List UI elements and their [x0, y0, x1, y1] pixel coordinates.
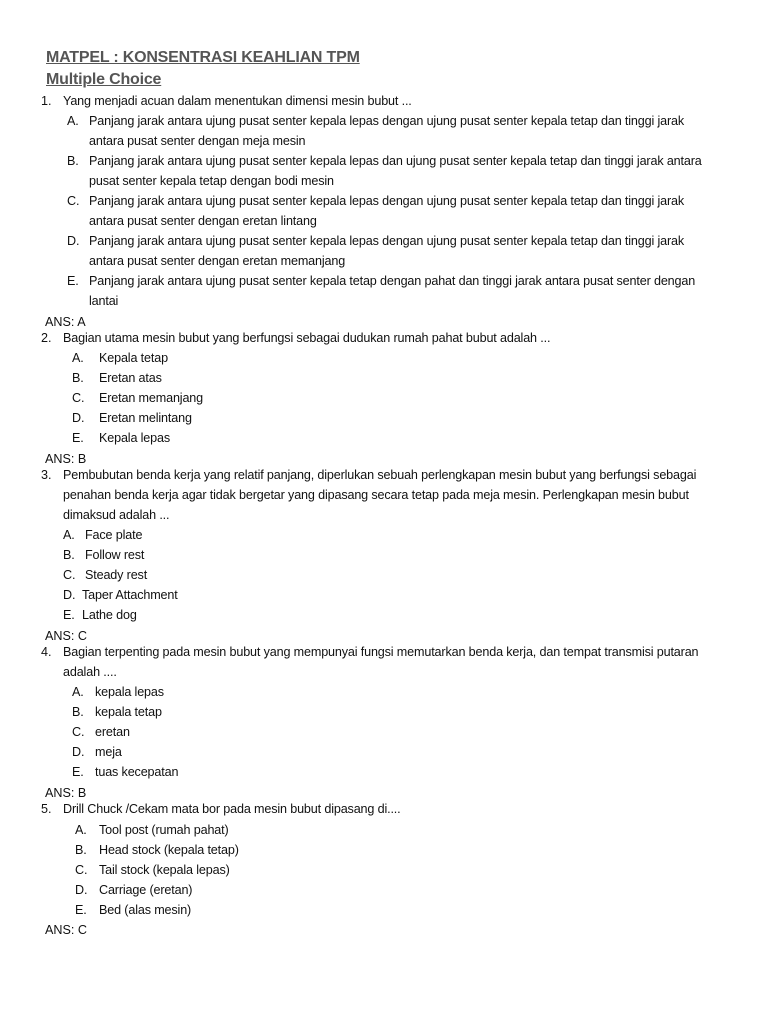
- question-text: Yang menjadi acuan dalam menentukan dimensi mesin bubut ...: [63, 94, 412, 108]
- option-text: Eretan melintang: [99, 411, 192, 425]
- option-text: Lathe dog: [82, 608, 137, 622]
- option-text: meja: [95, 745, 122, 759]
- option-letter: E.: [72, 765, 84, 779]
- option-text: Panjang jarak antara ujung pusat senter kepala lepas dan ujung pusat senter kepala tetap dan tinggi jarak antara: [89, 154, 702, 168]
- question-number: 1.: [41, 94, 52, 108]
- option-text: antara pusat senter dengan eretan lintang: [89, 214, 317, 228]
- option-text: Follow rest: [85, 548, 145, 562]
- option-letter: A.: [72, 685, 84, 699]
- option-letter: E.: [67, 274, 79, 288]
- question-text: dimaksud adalah ...: [63, 508, 170, 522]
- answer-key: ANS: C: [45, 923, 87, 937]
- question-text: Drill Chuck /Cekam mata bor pada mesin bubut dipasang di....: [63, 802, 401, 816]
- option-text: kepala lepas: [95, 685, 164, 699]
- option-letter: C.: [72, 725, 85, 739]
- option-text: lantai: [89, 294, 119, 308]
- question-text: penahan benda kerja agar tidak bergetar yang dipasang secara tetap pada meja mesin. Perlengkapan mesin bubut: [63, 488, 689, 502]
- question-text: adalah ....: [63, 665, 117, 679]
- option-text: Kepala tetap: [99, 351, 168, 365]
- option-text: Tool post (rumah pahat): [99, 823, 229, 837]
- option-text: Bed (alas mesin): [99, 903, 192, 917]
- option-letter: B.: [72, 371, 84, 385]
- answer-key: ANS: B: [45, 452, 87, 466]
- answer-key: ANS: B: [45, 786, 87, 800]
- answer-key: ANS: A: [45, 315, 86, 329]
- option-letter: B.: [75, 843, 87, 857]
- question-number: 5.: [41, 802, 52, 816]
- option-text: tuas kecepatan: [95, 765, 179, 779]
- option-text: Carriage (eretan): [99, 883, 193, 897]
- option-text: eretan: [95, 725, 130, 739]
- option-text: antara pusat senter dengan meja mesin: [89, 134, 306, 148]
- option-letter: B.: [67, 154, 79, 168]
- option-letter: E.: [72, 431, 84, 445]
- option-letter: D.: [67, 234, 80, 248]
- answer-key: ANS: C: [45, 629, 87, 643]
- option-letter: A.: [72, 351, 84, 365]
- option-letter: A.: [75, 823, 87, 837]
- document-subtitle: Multiple Choice: [46, 71, 162, 88]
- option-letter: C.: [63, 568, 76, 582]
- option-letter: A.: [67, 114, 79, 128]
- option-text: Panjang jarak antara ujung pusat senter kepala lepas dengan ujung pusat senter kepala tetap dan tinggi jarak: [89, 114, 685, 128]
- question-number: 4.: [41, 645, 52, 659]
- question-text: Pembubutan benda kerja yang relatif panjang, diperlukan sebuah perlengkapan mesin bubut yang berfungsi sebagai: [63, 468, 697, 482]
- option-letter: A.: [63, 528, 75, 542]
- option-text: Panjang jarak antara ujung pusat senter kepala lepas dengan ujung pusat senter kepala tetap dan tinggi jarak: [89, 234, 685, 248]
- option-letter: C.: [67, 194, 80, 208]
- option-text: Panjang jarak antara ujung pusat senter kepala tetap dengan pahat dan tinggi jarak antara pusat senter dengan: [89, 274, 696, 288]
- option-text: Tail stock (kepala lepas): [99, 863, 230, 877]
- option-letter: D.: [75, 883, 88, 897]
- question-text: Bagian utama mesin bubut yang berfungsi sebagai dudukan rumah pahat bubut adalah ...: [63, 331, 551, 345]
- option-letter: D.: [72, 745, 85, 759]
- option-text: Panjang jarak antara ujung pusat senter kepala lepas dengan ujung pusat senter kepala tetap dan tinggi jarak: [89, 194, 685, 208]
- option-letter: C.: [72, 391, 85, 405]
- option-text: Head stock (kepala tetap): [99, 843, 239, 857]
- option-letter: E.: [75, 903, 87, 917]
- option-letter: E.: [63, 608, 75, 622]
- option-text: pusat senter kepala tetap dengan bodi mesin: [89, 174, 334, 188]
- option-text: antara pusat senter dengan eretan memanjang: [89, 254, 346, 268]
- question-number: 3.: [41, 468, 52, 482]
- option-letter: B.: [72, 705, 84, 719]
- option-text: Taper Attachment: [82, 588, 178, 602]
- option-letter: C.: [75, 863, 88, 877]
- option-letter: B.: [63, 548, 75, 562]
- option-text: Eretan memanjang: [99, 391, 204, 405]
- option-text: Eretan atas: [99, 371, 162, 385]
- option-text: Steady rest: [85, 568, 148, 582]
- option-letter: D.: [63, 588, 76, 602]
- document-title: MATPEL : KONSENTRASI KEAHLIAN TPM: [46, 49, 360, 66]
- question-text: Bagian terpenting pada mesin bubut yang mempunyai fungsi memutarkan benda kerja, dan tempat transmisi putaran: [63, 645, 699, 659]
- option-text: Face plate: [85, 528, 143, 542]
- option-text: kepala tetap: [95, 705, 162, 719]
- question-number: 2.: [41, 331, 52, 345]
- option-text: Kepala lepas: [99, 431, 171, 445]
- option-letter: D.: [72, 411, 85, 425]
